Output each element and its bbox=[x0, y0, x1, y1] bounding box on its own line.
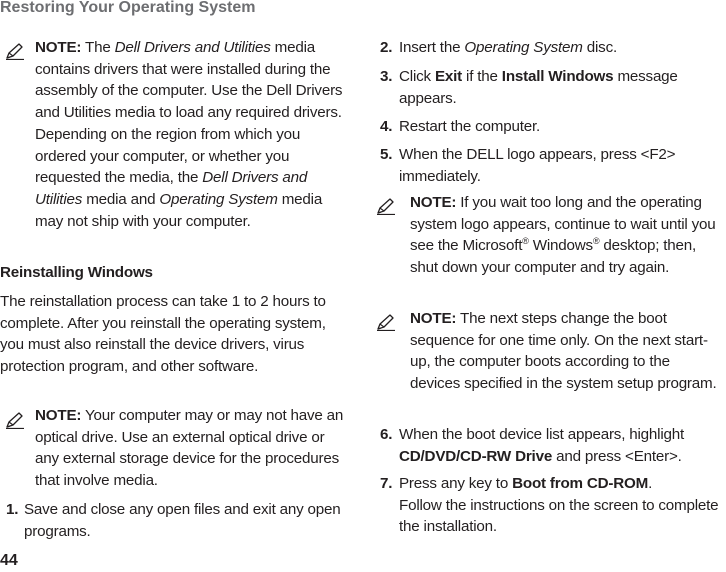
note-label: NOTE: bbox=[410, 194, 457, 211]
pencil-note-icon bbox=[5, 42, 25, 60]
note-label: NOTE: bbox=[35, 39, 82, 56]
page-number: 44 bbox=[0, 552, 18, 569]
step-2-text: Insert the Operating System disc. bbox=[399, 39, 617, 56]
intro-paragraph: The reinstallation process can take 1 to 2 hours to complete. After you reinstall the operating system, you must also reinstall the device drivers, virus protection program, and other software. bbox=[0, 293, 326, 376]
step-number: 4. bbox=[380, 118, 393, 135]
step-number: 2. bbox=[380, 39, 393, 56]
step-6-text: When the boot device list appears, highlight CD/DVD/CD-RW Drive and press <Enter>. bbox=[399, 426, 685, 465]
note-boot-sequence: NOTE: The next steps change the boot sequence for one time only. On the next start-up, the computer boots according to the devices specified in the system setup program. bbox=[410, 310, 717, 393]
note-label: NOTE: bbox=[410, 310, 457, 327]
step-5-text: When the DELL logo appears, press <F2> immediately. bbox=[399, 146, 676, 185]
step-number: 6. bbox=[380, 426, 393, 443]
note-label: NOTE: bbox=[35, 407, 82, 424]
step-7-text: Press any key to Boot from CD-ROM. Follow the instructions on the screen to complete the installation. bbox=[399, 475, 719, 536]
step-number: 7. bbox=[380, 475, 393, 492]
note-drivers-media: NOTE: The Dell Drivers and Utilities media contains drivers that were installed during the assembly of the computer. Use the Dell Drivers and Utilities media to load any required drivers. Depending on the region from which you ordered your computer, or whether you requested the media, the Dell Drivers and Utilities media and Operating System media may not ship with your computer. bbox=[35, 39, 343, 230]
step-number: 3. bbox=[380, 68, 393, 85]
step-4-text: Restart the computer. bbox=[399, 118, 540, 135]
pencil-note-icon bbox=[376, 313, 396, 331]
pencil-note-icon bbox=[5, 411, 25, 429]
section-heading: Reinstalling Windows bbox=[0, 264, 153, 281]
pencil-note-icon bbox=[376, 197, 396, 215]
step-3-text: Click Exit if the Install Windows message appears. bbox=[399, 68, 678, 107]
step-number: 5. bbox=[380, 146, 393, 163]
step-number: 1. bbox=[6, 501, 19, 518]
running-header: Restoring Your Operating System bbox=[0, 0, 256, 16]
note-optical-drive: NOTE: Your computer may or may not have an optical drive. Use an external optical drive or any external storage device for the procedures that involve media. bbox=[35, 407, 344, 490]
step-1-text: Save and close any open files and exit any open programs. bbox=[24, 501, 341, 540]
note-wait-logo: NOTE: If you wait too long and the operating system logo appears, continue to wait until you see the Microsoft® Windows® desktop; then, shut down your computer and try again. bbox=[410, 194, 716, 277]
